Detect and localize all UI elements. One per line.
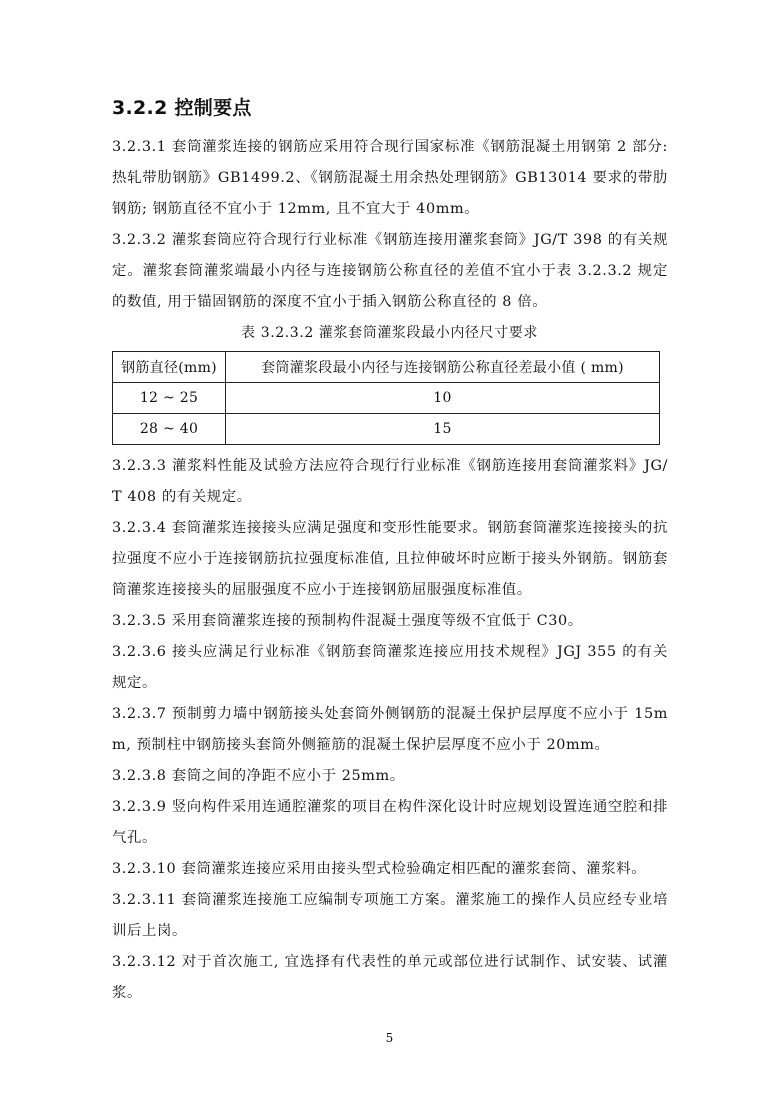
table-cell: 10	[226, 383, 660, 414]
paragraph-3-2-3-1: 3.2.3.1 套筒灌浆连接的钢筋应采用符合现行国家标准《钢筋混凝土用钢第 2 部分: 热轧带肋钢筋》GB1499.2、《钢筋混凝土用余热处理钢筋》GB13014 要求的带肋钢筋; 钢筋直径不宜小于 12mm, 且不宜大于 40mm。	[112, 139, 668, 217]
paragraph-3-2-3-3: 3.2.3.3 灌浆料性能及试验方法应符合现行行业标准《钢筋连接用套筒灌浆料》JG/T 408 的有关规定。	[112, 458, 668, 505]
paragraph-3-2-3-8: 3.2.3.8 套筒之间的净距不应小于 25mm。	[112, 768, 405, 784]
page-number: 5	[385, 1031, 394, 1045]
paragraph-3-2-3-12: 3.2.3.12 对于首次施工, 宜选择有代表性的单元或部位进行试制作、试安装、试灌浆。	[112, 954, 668, 1001]
table-header-row	[113, 352, 660, 383]
table-caption: 表 3.2.3.2 灌浆套筒灌浆段最小内径尺寸要求	[241, 325, 538, 341]
section-heading: 3.2.2 控制要点	[112, 97, 252, 119]
sleeve-diameter-table	[112, 351, 660, 445]
table-header-cell: 套筒灌浆段最小内径与连接钢筋公称直径差最小值 ( mm)	[226, 352, 660, 383]
paragraph-3-2-3-7: 3.2.3.7 预制剪力墙中钢筋接头处套筒外侧钢筋的混凝土保护层厚度不应小于 15mm, 预制柱中钢筋接头套筒外侧箍筋的混凝土保护层厚度不应小于 20mm。	[112, 706, 668, 753]
paragraph-3-2-3-4: 3.2.3.4 套筒灌浆连接接头应满足强度和变形性能要求。钢筋套筒灌浆连接接头的抗拉强度不应小于连接钢筋抗拉强度标准值, 且拉伸破坏时应断于接头外钢筋。钢筋套筒灌浆连接接头的屈服强度不应小于连接钢筋屈服强度标准值。	[112, 520, 668, 598]
table-cell: 12 ~ 25	[113, 383, 226, 414]
table-header-cell: 钢筋直径(mm)	[113, 352, 226, 383]
table-cell: 15	[226, 414, 660, 445]
paragraph-3-2-3-5: 3.2.3.5 采用套筒灌浆连接的预制构件混凝土强度等级不宜低于 C30。	[112, 613, 583, 629]
paragraph-3-2-3-11: 3.2.3.11 套筒灌浆连接施工应编制专项施工方案。灌浆施工的操作人员应经专业培训后上岗。	[112, 892, 668, 939]
paragraph-3-2-3-9: 3.2.3.9 竖向构件采用连通腔灌浆的项目在构件深化设计时应规划设置连通空腔和排气孔。	[112, 799, 668, 846]
table-cell: 28 ~ 40	[113, 414, 226, 445]
paragraph-3-2-3-2: 3.2.3.2 灌浆套筒应符合现行行业标准《钢筋连接用灌浆套筒》JG/T 398 的有关规定。灌浆套筒灌浆端最小内径与连接钢筋公称直径的差值不宜小于表 3.2.3.2 规定的数值, 用于锚固钢筋的深度不宜小于插入钢筋公称直径的 8 倍。	[112, 232, 668, 310]
paragraph-3-2-3-6: 3.2.3.6 接头应满足行业标准《钢筋套筒灌浆连接应用技术规程》JGJ 355 的有关规定。	[112, 644, 668, 691]
table-row	[113, 414, 660, 445]
table-row	[113, 383, 660, 414]
paragraph-3-2-3-10: 3.2.3.10 套筒灌浆连接应采用由接头型式检验确定相匹配的灌浆套筒、灌浆料。	[112, 861, 647, 877]
